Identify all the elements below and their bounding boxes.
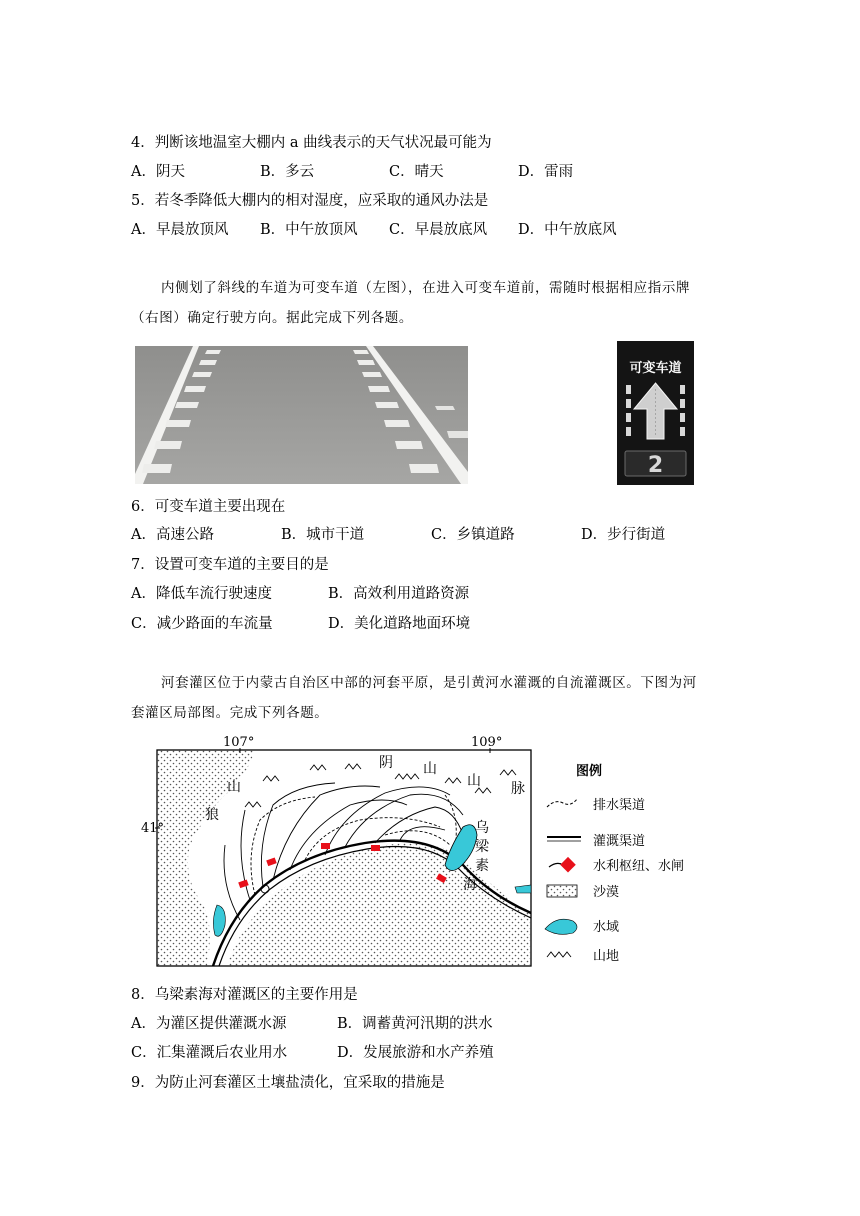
legend-water: 水域 xyxy=(593,920,620,935)
lake-label-4: 海 xyxy=(463,877,477,893)
variable-lane-sign xyxy=(617,341,694,485)
option-5d: D．中午放底风 xyxy=(518,222,617,238)
option-6c: C．乡镇道路 xyxy=(431,527,515,543)
map-graphic xyxy=(141,735,745,971)
question-8-stem: 8．乌梁素海对灌溉区的主要作用是 xyxy=(131,987,358,1003)
question-6-options xyxy=(131,525,665,545)
option-5c: C．早晨放底风 xyxy=(389,222,488,238)
question-8-options-row-1 xyxy=(131,1014,493,1034)
question-8-options-row-2 xyxy=(131,1043,494,1063)
lake-label-3: 素 xyxy=(475,858,489,874)
sign-title: 可变车道 xyxy=(629,361,682,376)
mountain-label-2: 山 xyxy=(423,761,437,777)
option-7b: B．高效利用道路资源 xyxy=(328,586,470,602)
question-6-stem: 6．可变车道主要出现在 xyxy=(131,499,286,515)
question-7-stem: 7．设置可变车道的主要目的是 xyxy=(131,557,329,573)
question-7-options-row-1 xyxy=(131,584,469,604)
option-8a: A．为灌区提供灌溉水源 xyxy=(131,1016,287,1032)
legend-drainage: 排水渠道 xyxy=(593,798,646,813)
langshan-label-1: 狼 xyxy=(205,807,219,823)
lake-label-1: 乌 xyxy=(475,820,489,836)
question-9-stem: 9．为防止河套灌区土壤盐渍化，宜采取的措施是 xyxy=(131,1075,445,1091)
option-7d: D．美化道路地面环境 xyxy=(328,616,471,632)
question-5-stem: 5．若冬季降低大棚内的相对湿度，应采取的通风办法是 xyxy=(131,193,489,209)
hetao-irrigation-map xyxy=(141,735,745,971)
option-5b: B．中午放顶风 xyxy=(260,222,358,238)
question-5-options xyxy=(131,220,617,240)
question-4-stem: 4．判断该地温室大棚内 a 曲线表示的天气状况最可能为 xyxy=(131,135,492,151)
legend-sluice: 水利枢纽、水闸 xyxy=(593,859,685,874)
lon-109-label: 109° xyxy=(471,735,503,750)
passage-2-line-2: （右图）确定行驶方向。据此完成下列各题。 xyxy=(131,310,413,326)
mountain-label-4: 脉 xyxy=(511,781,525,797)
legend-desert: 沙漠 xyxy=(593,885,620,900)
lat-41-label: 41° xyxy=(141,821,165,836)
option-7c: C．减少路面的车流量 xyxy=(131,616,273,632)
option-4a: A．阴天 xyxy=(131,164,185,180)
legend-mountain: 山地 xyxy=(593,949,620,964)
mountain-label-3: 山 xyxy=(467,773,481,789)
sign-number: 2 xyxy=(647,453,664,478)
lake-label-2: 梁 xyxy=(475,839,489,855)
legend-irrigation: 灌溉渠道 xyxy=(593,834,646,849)
langshan-label-2: 山 xyxy=(227,779,241,795)
option-7a: A．降低车流行驶速度 xyxy=(131,586,272,602)
passage-hetao xyxy=(131,668,731,728)
option-8b: B．调蓄黄河汛期的洪水 xyxy=(337,1016,493,1032)
option-6b: B．城市干道 xyxy=(281,527,365,543)
option-5a: A．早晨放顶风 xyxy=(131,222,229,238)
mountain-label-1: 阴 xyxy=(379,755,393,771)
passage-2-line-1: 内侧划了斜线的车道为可变车道（左图），在进入可变车道前，需随时根据相应指示牌 xyxy=(161,280,691,296)
option-6a: A．高速公路 xyxy=(131,527,214,543)
road-markings-graphic xyxy=(135,346,468,484)
option-4b: B．多云 xyxy=(260,164,315,180)
sign-graphic xyxy=(617,341,694,485)
option-4c: C．晴天 xyxy=(389,164,444,180)
passage-3-line-2: 套灌区局部图。完成下列各题。 xyxy=(131,705,329,721)
lon-107-label: 107° xyxy=(223,735,255,750)
option-8c: C．汇集灌溉后农业用水 xyxy=(131,1045,288,1061)
question-4-options xyxy=(131,162,573,182)
variable-lane-photo xyxy=(135,346,468,484)
passage-variable-lane xyxy=(131,273,731,333)
option-4d: D．雷雨 xyxy=(518,164,574,180)
option-6d: D．步行街道 xyxy=(581,527,666,543)
map-legend xyxy=(545,763,684,964)
option-8d: D．发展旅游和水产养殖 xyxy=(337,1045,494,1061)
question-7-options-row-2 xyxy=(131,614,470,634)
legend-title: 图例 xyxy=(576,764,603,779)
passage-3-line-1: 河套灌区位于内蒙古自治区中部的河套平原，是引黄河水灌溉的自流灌溉区。下图为河 xyxy=(161,675,697,691)
